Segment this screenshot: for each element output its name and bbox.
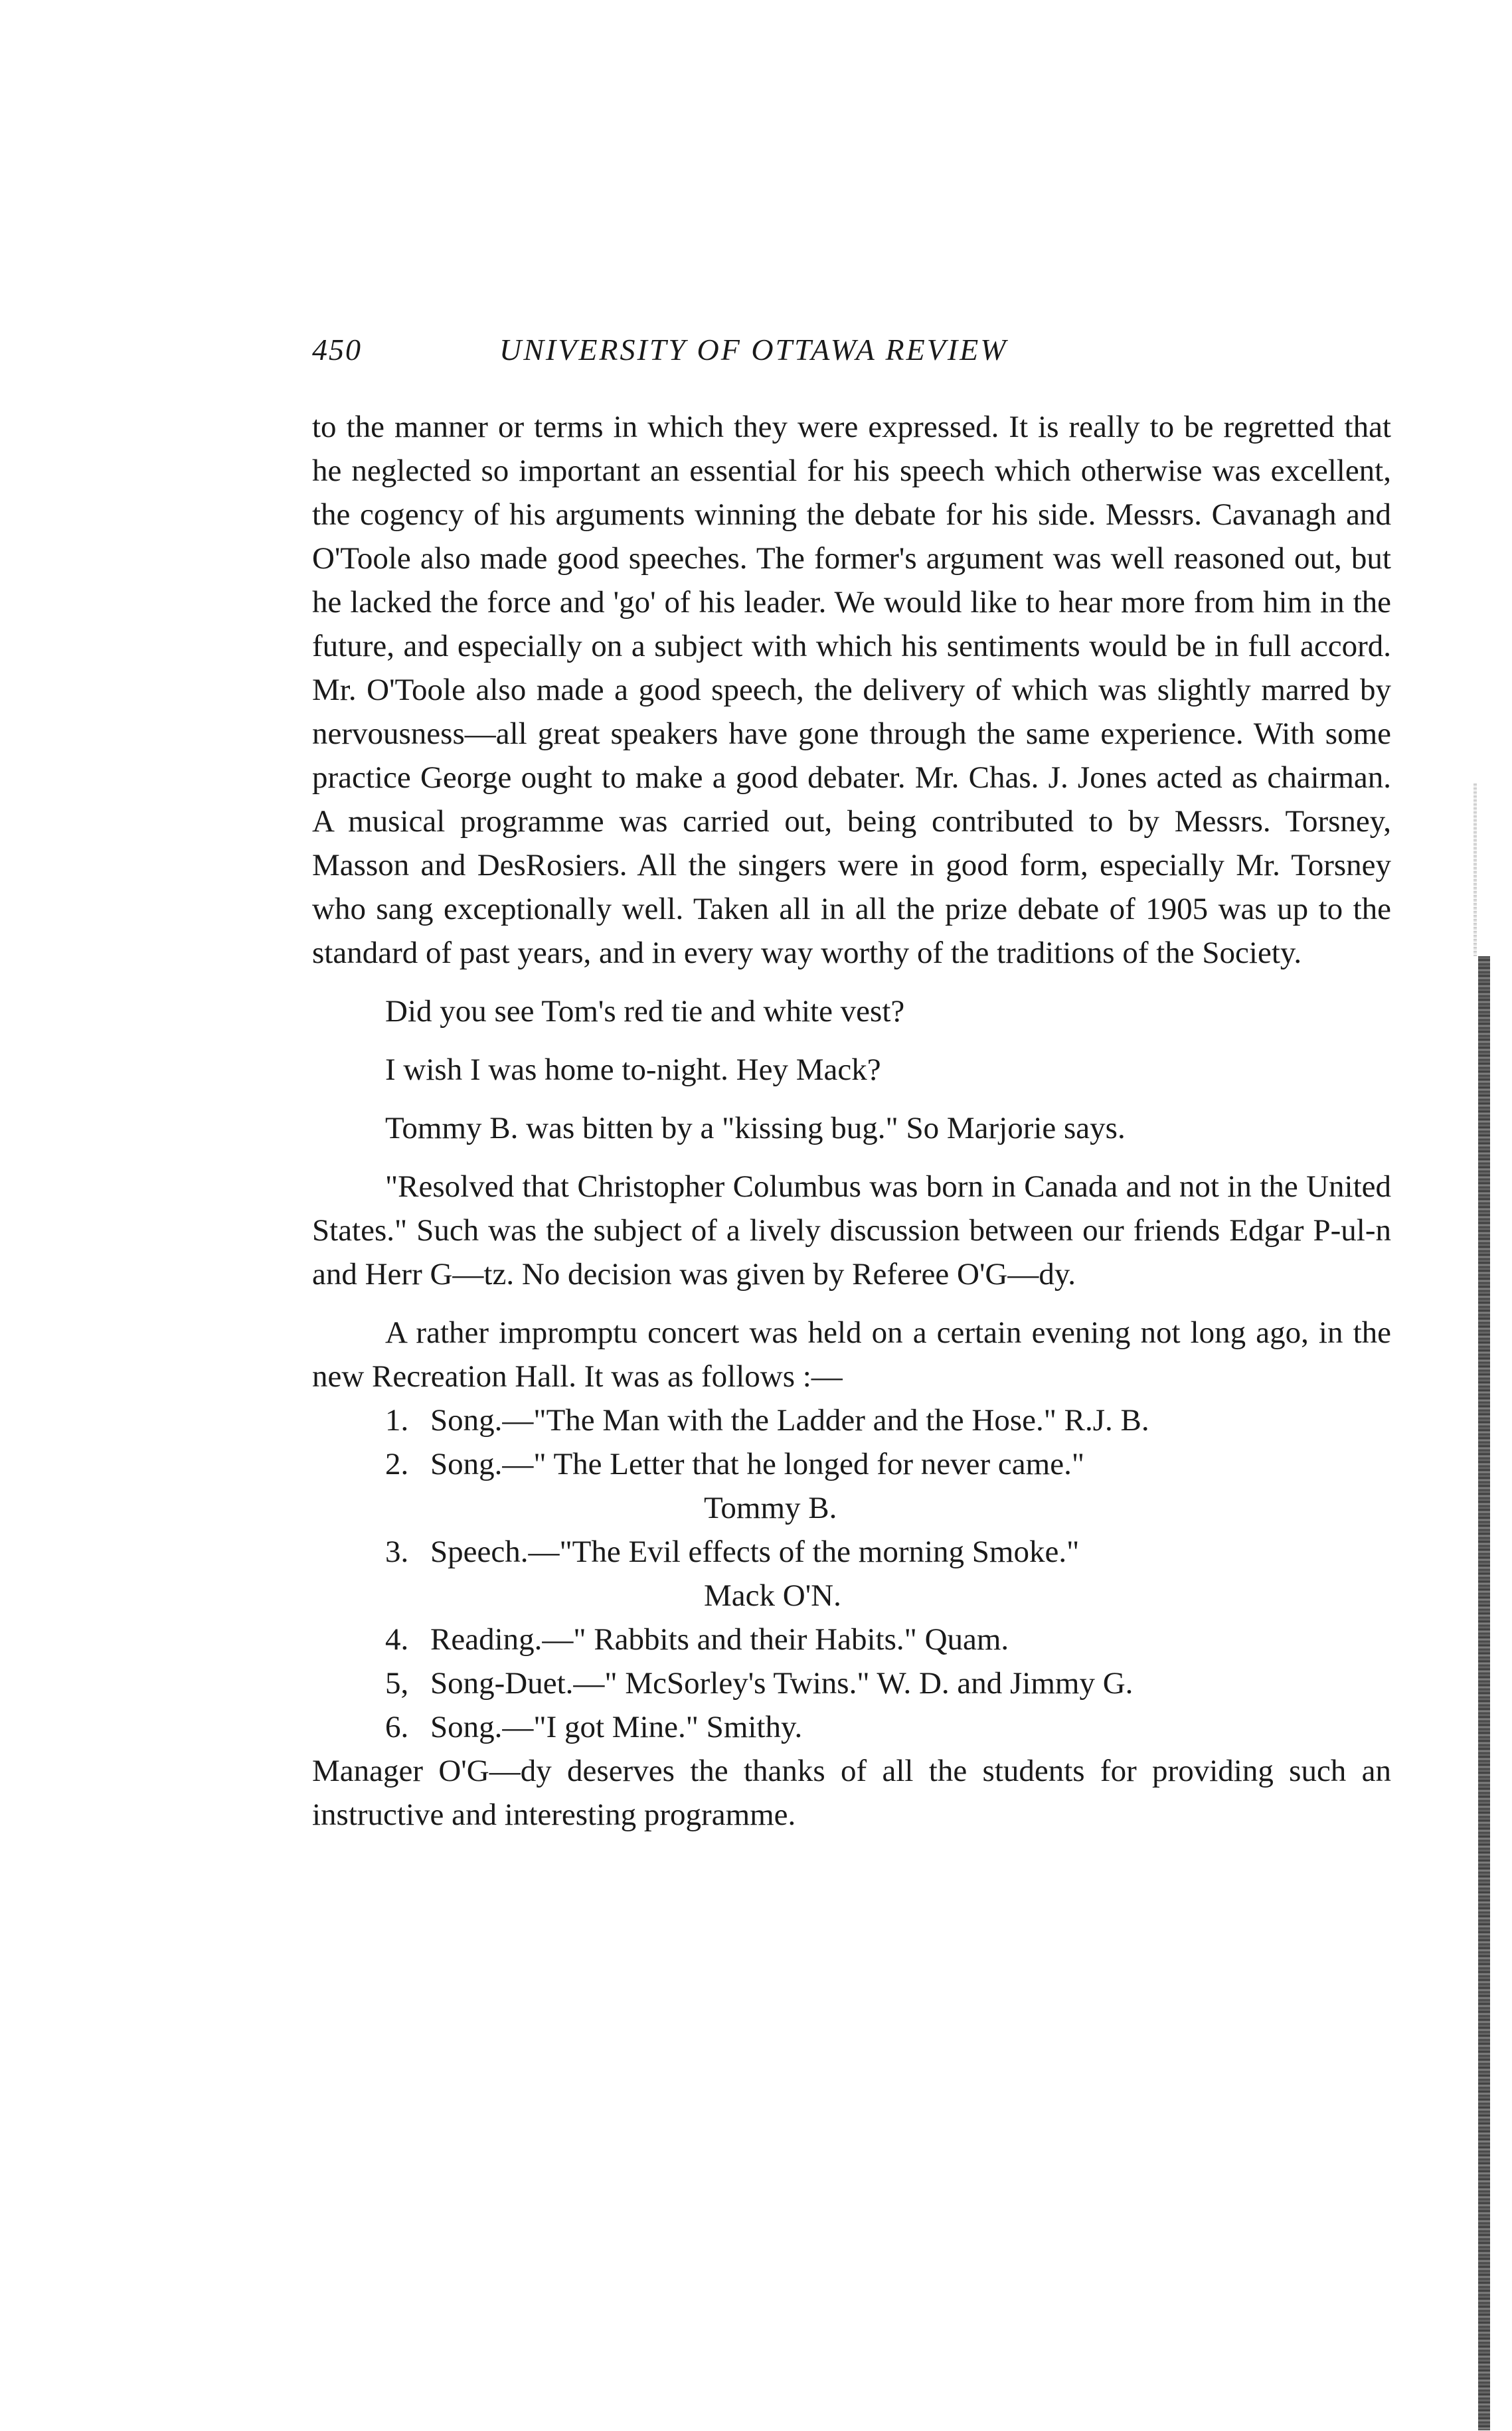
- programme-item: [312, 1618, 1391, 1661]
- journal-title: UNIVERSITY OF OTTAWA REVIEW: [499, 333, 1008, 367]
- programme-item-number: 5,: [385, 1666, 409, 1701]
- note-red-tie: Did you see Tom's red tie and white vest?: [385, 994, 905, 1029]
- scan-edge-shadow-faint: [1473, 784, 1477, 956]
- page-number: 450: [312, 333, 362, 367]
- columbus-discussion-paragraph: "Resolved that Christopher Columbus was born in Canada and not in the United States." Such was the subject of a lively discussion between our friends Edgar P-ul-n and Herr G—tz. No decision was given by Referee O'G—dy.: [312, 1169, 1391, 1292]
- programme-item-text: Song-Duet.—" McSorley's Twins." W. D. and Jimmy G.: [430, 1666, 1134, 1701]
- article-body: [312, 405, 1391, 1837]
- scan-edge-shadow: [1478, 956, 1490, 2430]
- programme-performer: Mack O'N.: [704, 1578, 841, 1613]
- programme-item-text: Song.—"The Man with the Ladder and the Hose." R.J. B.: [430, 1403, 1149, 1438]
- programme-item: [312, 1398, 1391, 1442]
- closing-paragraph: Manager O'G—dy deserves the thanks of all the students for providing such an instructive and interesting programme.: [312, 1754, 1391, 1832]
- programme-performer: Tommy B.: [704, 1491, 837, 1525]
- programme-item-number: 2.: [385, 1447, 409, 1481]
- programme-item: [312, 1705, 1391, 1749]
- concert-intro-paragraph: A rather impromptu concert was held on a certain evening not long ago, in the new Recreation Hall. It was as follows :—: [312, 1315, 1391, 1394]
- programme-item-text: Song.—"I got Mine." Smithy.: [430, 1710, 803, 1744]
- concert-programme-list: [312, 1398, 1391, 1749]
- note-kissing-bug: Tommy B. was bitten by a "kissing bug." So Marjorie says.: [385, 1111, 1126, 1145]
- programme-item: [312, 1442, 1391, 1530]
- programme-item: [312, 1661, 1391, 1705]
- programme-item-number: 3.: [385, 1535, 409, 1569]
- programme-item-number: 4.: [385, 1622, 409, 1657]
- running-head: [312, 332, 1391, 385]
- page: [312, 332, 1391, 1837]
- programme-item-number: 1.: [385, 1403, 409, 1438]
- debate-report-paragraph: to the manner or terms in which they were expressed. It is really to be regretted that he neglected so important an essential for his speech which otherwise was excellent, the cogency of his arguments winning the debate for his side. Messrs. Cavanagh and O'Toole also made good speeches. The former's argument was well reasoned out, but he lacked the force and 'go' of his leader. We would like to hear more from him in the future, and especially on a subject with which his sentiments would be in full accord. Mr. O'Toole also made a good speech, the delivery of which was slightly marred by nervousness—all great speakers have gone through the same experience. With some practice George ought to make a good debater. Mr. Chas. J. Jones acted as chairman. A musical programme was carried out, being contributed to by Messrs. Torsney, Masson and DesRosiers. All the singers were in good form, especially Mr. Torsney who sang exceptionally well. Taken all in all the prize debate of 1905 was up to the standard of past years, and in every way worthy of the traditions of the Society.: [312, 410, 1391, 970]
- note-home-tonight: I wish I was home to-night. Hey Mack?: [385, 1052, 881, 1087]
- programme-item: [312, 1530, 1391, 1618]
- programme-item-text: Speech.—"The Evil effects of the morning Smoke.": [430, 1535, 1080, 1569]
- programme-item-text: Song.—" The Letter that he longed for never came.": [430, 1447, 1085, 1481]
- programme-item-number: 6.: [385, 1710, 409, 1744]
- programme-item-text: Reading.—" Rabbits and their Habits." Quam.: [430, 1622, 1009, 1657]
